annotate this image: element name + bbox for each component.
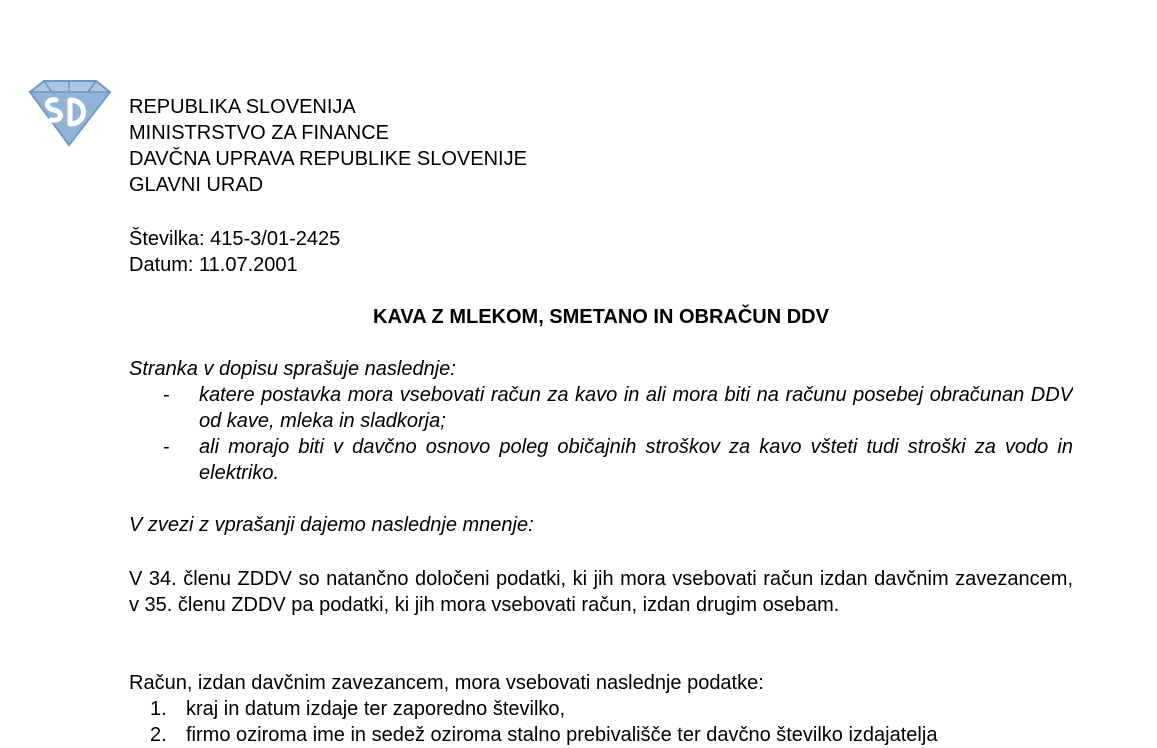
question-intro: Stranka v dopisu sprašuje naslednje:: [129, 358, 456, 380]
dash-bullet-icon: -: [163, 384, 170, 406]
list-number: 1.: [150, 698, 167, 720]
list-item: [129, 434, 1073, 486]
document-meta: [129, 226, 340, 278]
question-item-text: ali morajo biti v davčno osnovo poleg običajnih stroškov za kavo všteti tudi stroški za vodo in elektriko.: [199, 436, 1073, 484]
document-title: KAVA Z MLEKOM, SMETANO IN OBRAČUN DDV: [373, 306, 829, 328]
answer-intro: V zvezi z vprašanji dajemo naslednje mnenje:: [129, 514, 534, 536]
durs-logo: [26, 78, 112, 148]
letterhead-line-ministry: MINISTRSTVO ZA FINANCE: [129, 122, 390, 144]
letterhead-line-republic: REPUBLIKA SLOVENIJA: [129, 96, 356, 118]
letterhead-line-main-office: GLAVNI URAD: [129, 174, 264, 196]
invoice-requirements-list: [129, 696, 1073, 748]
question-item-text: katere postavka mora vsebovati račun za kavo in ali mora biti na računu posebej obračunan DDV od kave, mleka in sladkorja;: [199, 384, 1073, 432]
document-number: Številka: 415-3/01-2425: [129, 228, 341, 250]
list-item: [129, 382, 1073, 434]
document-date: Datum: 11.07.2001: [129, 254, 298, 276]
invoice-requirements-intro: Račun, izdan davčnim zavezancem, mora vsebovati naslednje podatke:: [129, 672, 764, 694]
letterhead: [129, 94, 527, 198]
letterhead-line-tax-office: DAVČNA UPRAVA REPUBLIKE SLOVENIJE: [129, 148, 527, 170]
durs-shield-logo-icon: [26, 78, 112, 148]
list-item: [129, 696, 1073, 722]
question-list: [129, 382, 1073, 486]
dash-bullet-icon: -: [163, 436, 170, 458]
list-number: 2.: [150, 724, 167, 746]
invoice-item-text: firmo oziroma ime in sedež oziroma stalno prebivališče ter davčno številko izdajatelja: [186, 724, 938, 746]
list-item: [129, 722, 1073, 748]
paragraph-article-34-35: V 34. členu ZDDV so natančno določeni podatki, ki jih mora vsebovati račun izdan davčnim zavezancem, v 35. členu ZDDV pa podatki, ki jih mora vsebovati račun, izdan drugim osebam.: [129, 568, 1073, 616]
invoice-item-text: kraj in datum izdaje ter zaporedno številko,: [186, 698, 566, 720]
